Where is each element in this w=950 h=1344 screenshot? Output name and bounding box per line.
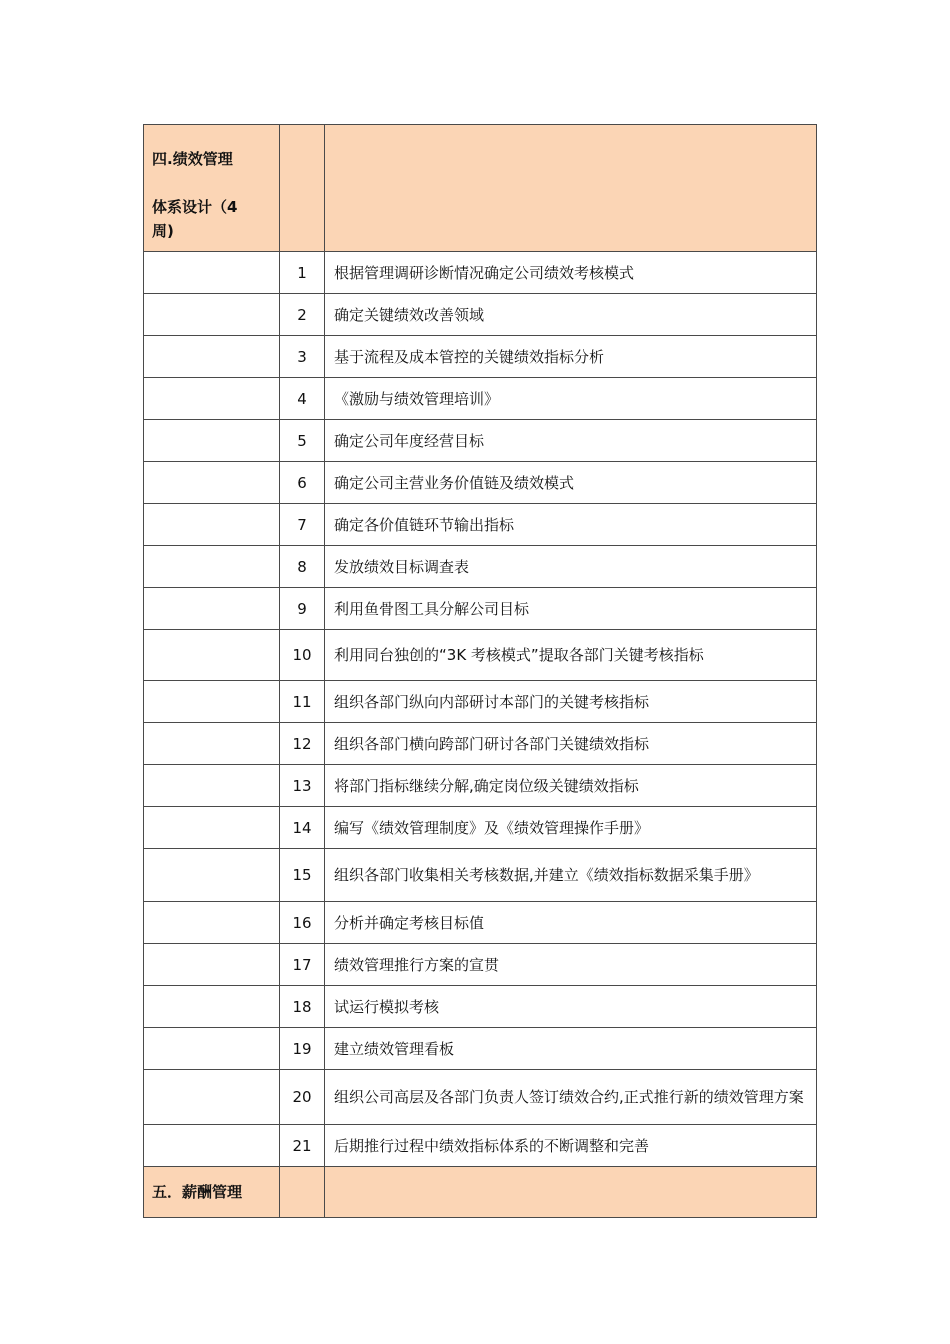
section-num-cell bbox=[280, 125, 325, 252]
section-title-line: 周) bbox=[152, 222, 174, 240]
task-number: 13 bbox=[280, 765, 325, 807]
task-description: 确定各价值链环节输出指标 bbox=[325, 504, 817, 546]
phase-cell bbox=[144, 681, 280, 723]
task-number: 17 bbox=[280, 944, 325, 986]
phase-cell bbox=[144, 902, 280, 944]
phase-cell bbox=[144, 420, 280, 462]
task-number: 4 bbox=[280, 378, 325, 420]
phase-cell bbox=[144, 588, 280, 630]
phase-cell bbox=[144, 336, 280, 378]
task-number: 2 bbox=[280, 294, 325, 336]
task-description: 将部门指标继续分解,确定岗位级关键绩效指标 bbox=[325, 765, 817, 807]
table-row bbox=[144, 1070, 817, 1125]
table-row bbox=[144, 902, 817, 944]
section-num-cell bbox=[280, 1167, 325, 1218]
phase-cell bbox=[144, 944, 280, 986]
task-number: 3 bbox=[280, 336, 325, 378]
task-description: 组织各部门纵向内部研讨本部门的关键考核指标 bbox=[325, 681, 817, 723]
task-description: 利用同台独创的“3K 考核模式”提取各部门关键考核指标 bbox=[325, 630, 817, 681]
table-row bbox=[144, 1028, 817, 1070]
phase-cell bbox=[144, 1125, 280, 1167]
task-number: 18 bbox=[280, 986, 325, 1028]
table-row bbox=[144, 765, 817, 807]
table-row bbox=[144, 807, 817, 849]
task-description: 确定关键绩效改善领域 bbox=[325, 294, 817, 336]
task-description: 建立绩效管理看板 bbox=[325, 1028, 817, 1070]
table-row bbox=[144, 336, 817, 378]
phase-cell bbox=[144, 765, 280, 807]
section-title-performance bbox=[144, 125, 280, 252]
task-number: 14 bbox=[280, 807, 325, 849]
table-row bbox=[144, 986, 817, 1028]
task-number: 7 bbox=[280, 504, 325, 546]
section-header-row bbox=[144, 1167, 817, 1218]
table-row bbox=[144, 462, 817, 504]
task-description: 绩效管理推行方案的宣贯 bbox=[325, 944, 817, 986]
phase-cell bbox=[144, 986, 280, 1028]
task-description: 后期推行过程中绩效指标体系的不断调整和完善 bbox=[325, 1125, 817, 1167]
task-description: 根据管理调研诊断情况确定公司绩效考核模式 bbox=[325, 252, 817, 294]
phase-cell bbox=[144, 630, 280, 681]
task-description: 组织各部门收集相关考核数据,并建立《绩效指标数据采集手册》 bbox=[325, 849, 817, 902]
section-content-cell bbox=[325, 125, 817, 252]
table-row bbox=[144, 504, 817, 546]
phase-cell bbox=[144, 723, 280, 765]
task-number: 9 bbox=[280, 588, 325, 630]
section-title-line: 体系设计（4 bbox=[152, 198, 238, 216]
task-description: 发放绩效目标调查表 bbox=[325, 546, 817, 588]
task-description: 试运行模拟考核 bbox=[325, 986, 817, 1028]
table-row bbox=[144, 723, 817, 765]
task-description: 组织各部门横向跨部门研讨各部门关键绩效指标 bbox=[325, 723, 817, 765]
phase-cell bbox=[144, 807, 280, 849]
task-number: 19 bbox=[280, 1028, 325, 1070]
task-number: 11 bbox=[280, 681, 325, 723]
task-description: 《激励与绩效管理培训》 bbox=[325, 378, 817, 420]
phase-cell bbox=[144, 1028, 280, 1070]
phase-cell bbox=[144, 546, 280, 588]
table-row bbox=[144, 378, 817, 420]
table-row bbox=[144, 252, 817, 294]
task-number: 16 bbox=[280, 902, 325, 944]
task-number: 15 bbox=[280, 849, 325, 902]
table-row bbox=[144, 588, 817, 630]
table-row bbox=[144, 630, 817, 681]
phase-cell bbox=[144, 504, 280, 546]
task-number: 6 bbox=[280, 462, 325, 504]
table-row bbox=[144, 681, 817, 723]
task-number: 21 bbox=[280, 1125, 325, 1167]
consulting-plan-table bbox=[143, 124, 817, 1218]
section-content-cell bbox=[325, 1167, 817, 1218]
task-description: 编写《绩效管理制度》及《绩效管理操作手册》 bbox=[325, 807, 817, 849]
task-description: 分析并确定考核目标值 bbox=[325, 902, 817, 944]
task-number: 20 bbox=[280, 1070, 325, 1125]
task-number: 10 bbox=[280, 630, 325, 681]
table-row bbox=[144, 546, 817, 588]
task-description: 利用鱼骨图工具分解公司目标 bbox=[325, 588, 817, 630]
section-title-line: 四.绩效管理 bbox=[152, 150, 233, 168]
phase-cell bbox=[144, 378, 280, 420]
section-title-compensation: 五．薪酬管理 bbox=[144, 1167, 280, 1218]
table-row bbox=[144, 294, 817, 336]
task-description: 确定公司主营业务价值链及绩效模式 bbox=[325, 462, 817, 504]
task-description: 基于流程及成本管控的关键绩效指标分析 bbox=[325, 336, 817, 378]
task-number: 1 bbox=[280, 252, 325, 294]
table-row bbox=[144, 1125, 817, 1167]
phase-cell bbox=[144, 849, 280, 902]
phase-cell bbox=[144, 252, 280, 294]
task-description: 确定公司年度经营目标 bbox=[325, 420, 817, 462]
table-row bbox=[144, 944, 817, 986]
task-description: 组织公司高层及各部门负责人签订绩效合约,正式推行新的绩效管理方案 bbox=[325, 1070, 817, 1125]
task-number: 5 bbox=[280, 420, 325, 462]
phase-cell bbox=[144, 1070, 280, 1125]
task-number: 12 bbox=[280, 723, 325, 765]
phase-cell bbox=[144, 294, 280, 336]
section-header-row bbox=[144, 125, 817, 252]
task-number: 8 bbox=[280, 546, 325, 588]
table-row bbox=[144, 849, 817, 902]
phase-cell bbox=[144, 462, 280, 504]
table-row bbox=[144, 420, 817, 462]
